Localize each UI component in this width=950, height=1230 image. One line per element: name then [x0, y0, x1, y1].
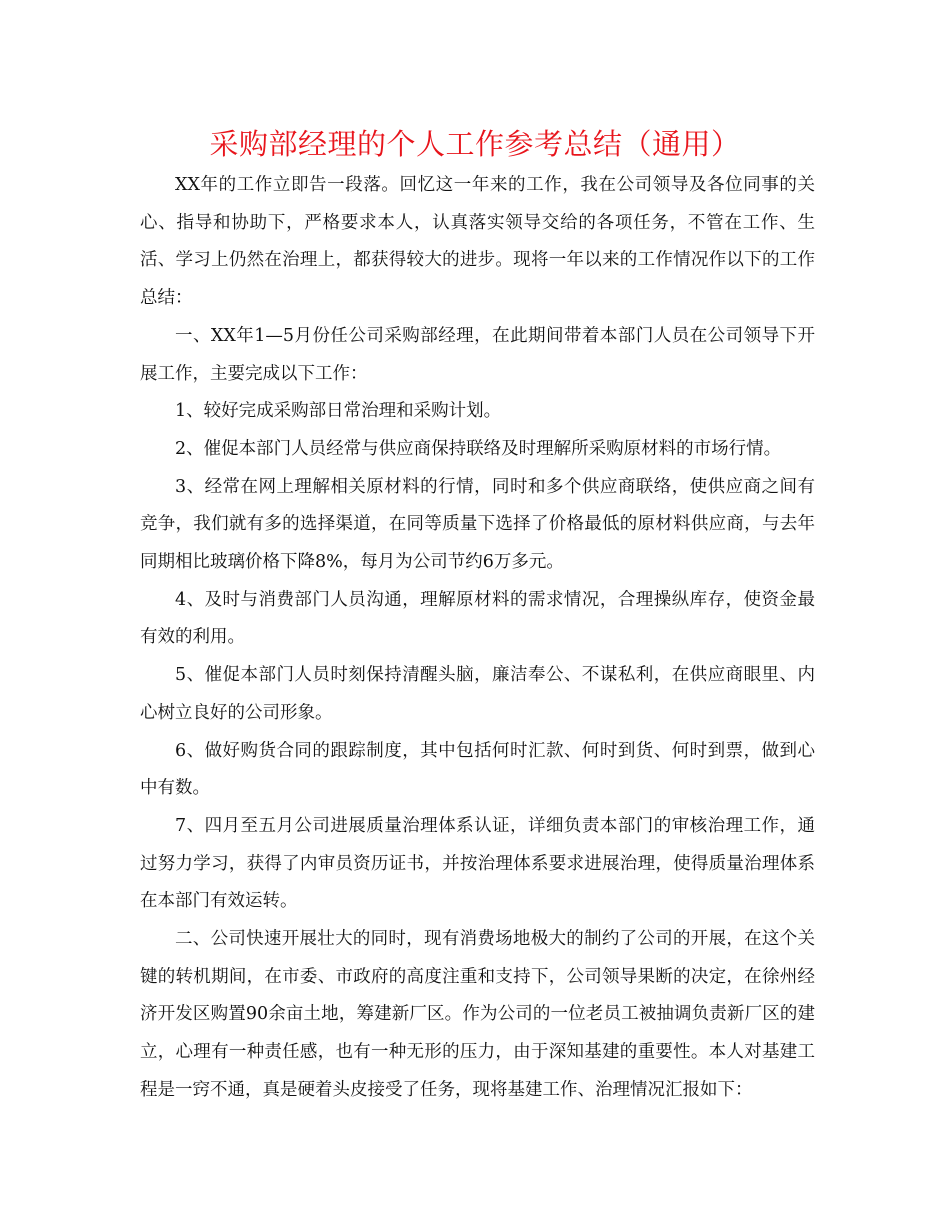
- paragraph-item-6: 6、做好购货合同的跟踪制度，其中包括何时汇款、何时到货、何时到票，做到心中有数。: [140, 740, 815, 799]
- paragraph-intro: XX年的工作立即告一段落。回忆这一年来的工作，我在公司领导及各位同事的关心、指导和协助下，严格要求本人，认真落实领导交给的各项任务，不管在工作、生活、学习上仍然在治理上，都获得较大的进步。现将一年以来的工作情况作以下的工作总结：: [140, 175, 815, 309]
- paragraph-section-two: 二、公司快速开展壮大的同时，现有消费场地极大的制约了公司的开展，在这个关键的转机期间，在市委、市政府的高度注重和支持下，公司领导果断的决定，在徐州经济开发区购置90余亩土地，筹建新厂区。作为公司的一位老员工被抽调负责新厂区的建立，心理有一种责任感，也有一种无形的压力，由于深知基建的重要性。本人对基建工程是一窍不通，真是硬着头皮接受了任务，现将基建工作、治理情况汇报如下：: [140, 929, 815, 1100]
- paragraph-item-5: 5、催促本部门人员时刻保持清醒头脑，廉洁奉公、不谋私利，在供应商眼里、内心树立良好的公司形象。: [140, 665, 815, 723]
- document-body: [140, 167, 815, 1110]
- paragraph-item-2: 2、催促本部门人员经常与供应商保持联络及时理解所采购原材料的市场行情。: [175, 438, 782, 459]
- document-title: 采购部经理的个人工作参考总结（通用）: [209, 127, 741, 161]
- paragraph-section-one: 一、XX年1—5月份任公司采购部经理，在此期间带着本部门人员在公司领导下开展工作，主要完成以下工作：: [140, 325, 815, 384]
- paragraph-item-1: 1、较好完成采购部日常治理和采购计划。: [175, 401, 502, 422]
- paragraph-item-4: 4、及时与消费部门人员沟通，理解原材料的需求情况，合理操纵库存，使资金最有效的利用。: [140, 589, 815, 648]
- paragraph-item-7: 7、四月至五月公司进展质量治理体系认证，详细负责本部门的审核治理工作，通过努力学习，获得了内审员资历证书，并按治理体系要求进展治理，使得质量治理体系在本部门有效运转。: [140, 815, 815, 912]
- paragraph-item-3: 3、经常在网上理解相关原材料的行情，同时和多个供应商联络，使供应商之间有竞争，我们就有多的选择渠道，在同等质量下选择了价格最低的原材料供应商，与去年同期相比玻璃价格下降8%，每月为公司节约6万多元。: [140, 476, 815, 573]
